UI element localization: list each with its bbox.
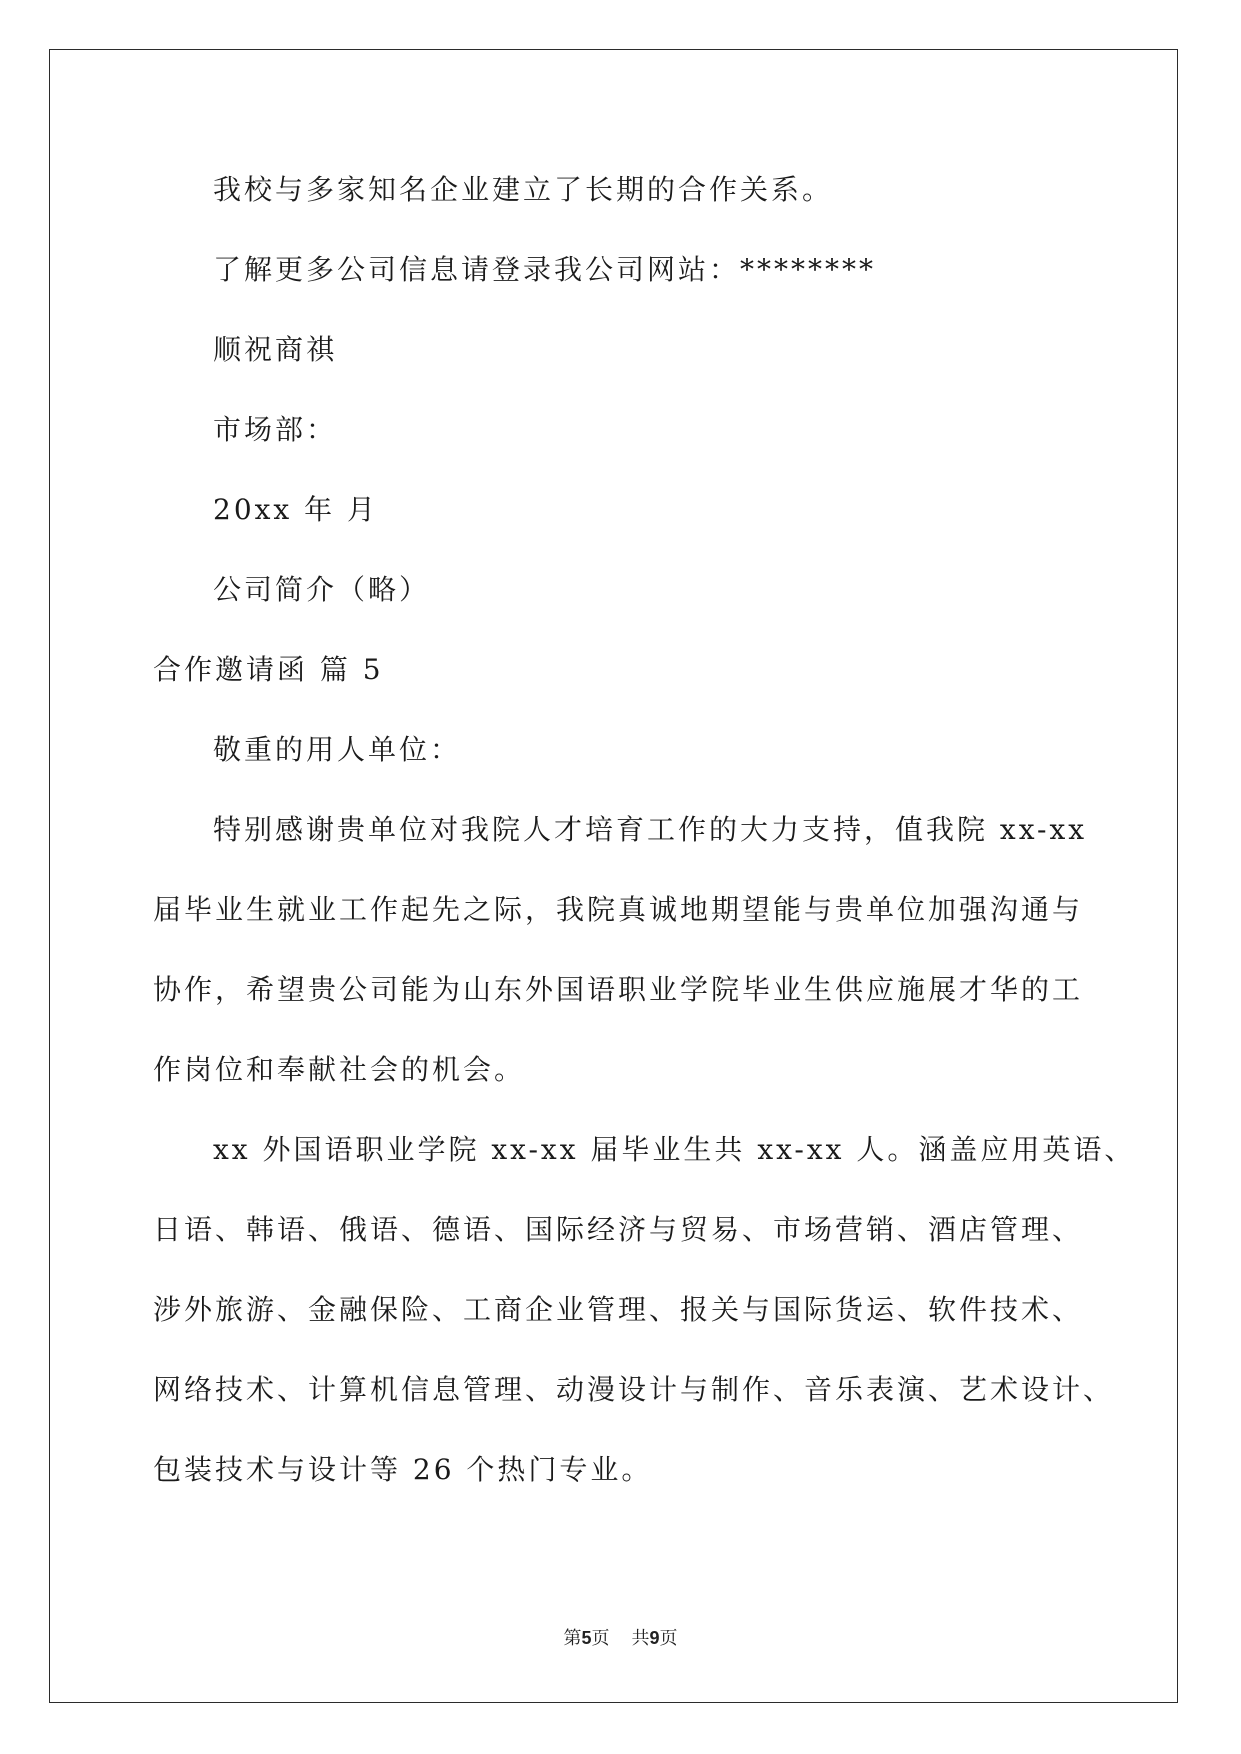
footer-total-suffix: 页 [659, 1628, 678, 1649]
paragraph-line: 作岗位和奉献社会的机会。 [153, 1053, 526, 1086]
salutation: 敬重的用人单位： [213, 733, 462, 766]
footer-page-word: 页 [591, 1628, 610, 1649]
total-page-number: 9 [649, 1628, 660, 1648]
paragraph-line: 特别感谢贵单位对我院人才培育工作的大力支持，值我院 xx-xx [213, 813, 1088, 846]
paragraph-line: 涉外旅游、金融保险、工商企业管理、报关与国际货运、软件技术、 [153, 1293, 1084, 1326]
text-line: 公司简介（略） [213, 573, 431, 606]
current-page-number: 5 [581, 1628, 592, 1648]
footer-total-prefix: 共 [631, 1628, 650, 1649]
section-heading: 合作邀请函 篇 5 [153, 653, 384, 686]
page-footer [0, 1624, 1241, 1650]
paragraph-line: 包装技术与设计等 26 个热门专业。 [153, 1453, 653, 1486]
paragraph-line: 网络技术、计算机信息管理、动漫设计与制作、音乐表演、艺术设计、 [153, 1373, 1115, 1406]
paragraph-line: 日语、韩语、俄语、德语、国际经济与贸易、市场营销、酒店管理、 [153, 1213, 1084, 1246]
paragraph-line: 协作，希望贵公司能为山东外国语职业学院毕业生供应施展才华的工 [153, 973, 1084, 1006]
paragraph-line: xx 外国语职业学院 xx-xx 届毕业生共 xx-xx 人。涵盖应用英语、 [213, 1133, 1136, 1166]
text-line: 了解更多公司信息请登录我公司网站：******** [213, 253, 877, 286]
text-line: 市场部： [213, 413, 338, 446]
footer-prefix: 第 [563, 1628, 582, 1649]
paragraph-line: 届毕业生就业工作起先之际，我院真诚地期望能与贵单位加强沟通与 [153, 893, 1084, 926]
text-line: 我校与多家知名企业建立了长期的合作关系。 [213, 173, 834, 206]
text-line: 顺祝商祺 [213, 333, 338, 366]
date-line: 20xx 年 月 [213, 493, 379, 526]
